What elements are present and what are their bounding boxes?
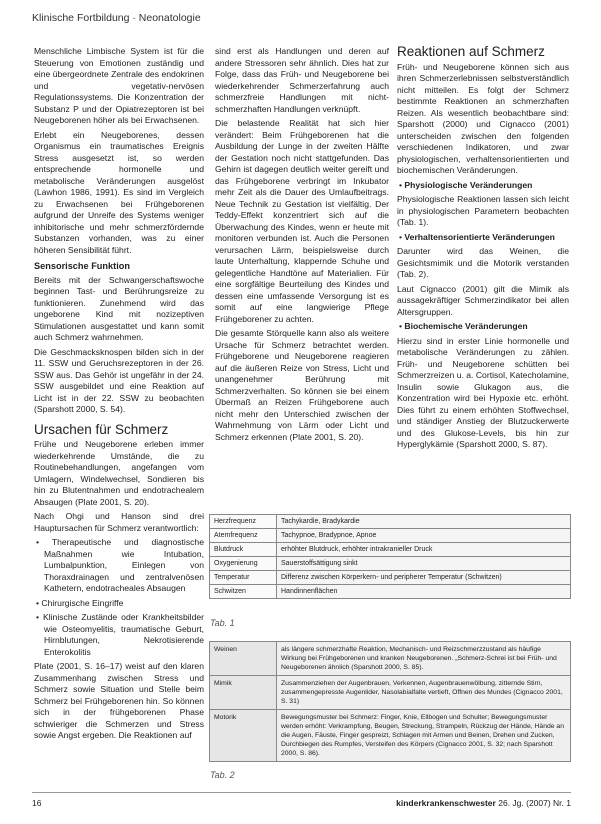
paragraph: Die belastende Realität hat sich hier verändert: Beim Frühgeborenen hat die Ausbildung der Lunge in der zweiten Hälfte der Gestation noch nicht stattgefunden. Das Gehirn ist dagegen deutlich weiter gereift und das Frühgeborene verbringt im Inkubator mehr Zeit als die Dauer des Umlaufbeitrags. Neue Technik zu Gestation ist vielfältig. Der Teddy-Effekt konzentriert sich auf die Überwachung des Kindes, wenn er heute mit monitoren verbunden ist. Auch die Personen verursachen Lärm, beispielsweise durch laute Unterhaltung, klappernde Schuhe und gelegentliche Handtöne auf Materialien. Für eine sorgfältige Beurteilung des Kindes und dessen eine umfassende Versorgung ist es somit auf eine langwierige Pflege Frühgeborener zu achten. (215, 118, 389, 324)
bullet-icon: • (399, 179, 405, 190)
table-row (210, 585, 571, 599)
running-head: Klinische Fortbildung · Neonatologie (32, 12, 201, 24)
table-key: Schwitzen (210, 585, 277, 599)
table-value: Tachypnoe, Bradypnoe, Apnoe (277, 529, 571, 543)
paragraph: Erlebt ein Neugeborenes, dessen Organismus ein traumatisches Ereignis Stress ausgesetzt ist, so werden entsprechende hormonelle und metabolische Veränderungen ausgelöst (Lawhon 1986, 1991). Es sind im Vergleich zu Erwachsenen bei Frühgeborenen aufgrund der Unreife des Systems weniger inhibitorische und mehr schmerzfördernde Substanzen vorhanden, was zu einer höheren Sensibilität führt. (34, 129, 204, 255)
table-key: Herzfrequenz (210, 515, 277, 529)
table-key: Blutdruck (210, 543, 277, 557)
table-key: Mimik (210, 676, 277, 710)
table-key: Weinen (210, 642, 277, 676)
paragraph: Die Geschmacksknospen bilden sich in der 11. SSW und Geruchsrezeptoren in der 26. SSW aus. Das Gehör ist ungefähr in der 24. SSW ausgebildet und eine Reaktion auf Licht ist in der 22. SSW zu beobachten (Sparshott 2000, S. 54). (34, 346, 204, 414)
paragraph: Bereits mit der Schwangerschaftswoche beginnen Tast- und Berührungsreize zu funktionieren. Zunehmend wird das ungeborene Kind mit nozizeptiven Stimulationen ausgestattet und kann somit auch Schmerz wahrnehmen. (34, 274, 204, 342)
paragraph: Die gesamte Störquelle kann also als weitere Ursache für Schmerz betrachtet werden. Frühgeborene und Neugeborene reagieren auf die äußeren Reize von Stress, Licht und unangenehmer Berührung mit Schmerzverhalten. So können sie bei einem Übermaß an Reizen Frühgeborene auch nicht mehr den Unterschied zwischen der Wahrnehmung von Lärm oder Licht und Schmerz erkennen (Plate 2001, S. 20). (215, 328, 389, 442)
table-key: Motorik (210, 710, 277, 762)
table-1-caption: Tab. 1 (210, 618, 235, 628)
column-2 (215, 46, 389, 446)
paragraph: Plate (2001, S. 16–17) weist auf den klaren Zusammenhang zwischen Stress und Schmerz sowie Situation und Stelle beim Schmerz bei Frühgeborenen hin. So können sich in der frühgeborenen Phase schwieriger die Schmerzen und Stress sowie Angst ergeben. Die Reaktionen auf (34, 661, 204, 740)
bullet-item: • Chirurgische Eingriffe (36, 597, 124, 608)
bullet-item: • Klinische Zustände oder Krankheitsbilder wie Osteomyelitis, traumatische Geburt, Hirnblutungen, Nekrotisierende Enterokolitis (36, 612, 204, 657)
table-value: als längere schmerzhafte Reaktion, Mechanisch- und Reizschmerzzustand als häufige Wirkung bei Frühgeborenen und kranken Neugeborenen. „Schmerz-Schrei ist bei Früh- und Neugeborenen ähnlich (Sparshott 2000, S. 85). (277, 642, 571, 676)
table-row (210, 557, 571, 571)
paragraph: sind erst als Handlungen und deren auf andere Stressoren sehr ähnlich. Dies hat zur Folge, dass das Früh- und Neugeborene bei wiederkehrender Schmerzerfahrung auch schmerzfreie Handlungen mit nicht-schmerzhaften Handlungen verknüpft. (215, 46, 389, 114)
table-row (210, 642, 571, 676)
table-1 (209, 514, 571, 599)
table-row (210, 571, 571, 585)
table-2 (209, 641, 571, 762)
paragraph: Laut Cignacco (2001) gilt die Mimik als aussagekräftiger Schmerzindikator bei allen Altersgruppen. (397, 283, 569, 317)
bullet-icon: • (36, 612, 43, 622)
table-value: Tachykardie, Bradykardie (277, 515, 571, 529)
table-key: Oxygenierung (210, 557, 277, 571)
table-key: Temperatur (210, 571, 277, 585)
table-key: Atemfrequenz (210, 529, 277, 543)
paragraph: Frühe und Neugeborene erleben immer wiederkehrende Umstände, die zu Routinebehandlungen, angefangen vom Umlagern, Windelwechsel, Sondieren bis hin zu Blutentnahmen und endotrachealem Absaugen (Plate 2001, S. 20). (34, 439, 204, 507)
section-heading-ursachen: Ursachen für Schmerz (34, 421, 169, 437)
bullet-icon: • (399, 231, 405, 242)
section-heading-reaktionen: Reaktionen auf Schmerz (397, 44, 545, 59)
table-value: Differenz zwischen Körperkern- und peripherer Temperatur (Schwitzen) (277, 571, 571, 585)
page-number: 16 (32, 798, 42, 808)
paragraph: Physiologische Reaktionen lassen sich leicht in physiologischen Parametern beobachten (Tab. 1). (397, 194, 569, 227)
paragraph: Darunter wird das Weinen, die Gesichtsmimik und die Motorik verstanden (Tab. 2). (397, 246, 569, 279)
table-row (210, 710, 571, 762)
paragraph: Nach Ohgi und Hanson sind drei Hauptursachen für Schmerz verantwortlich: (34, 511, 204, 533)
bullet-item: • Therapeutische und diagnostische Maßnahmen wie Intubation, Lumbalpunktion, Einlegen von Thoraxdrainagen und zentralvenösen Kathetern, endotracheales Absaugen (36, 537, 204, 593)
column-3 (397, 46, 569, 454)
table-value: Sauerstoffsättigung sinkt (277, 557, 571, 571)
bullet-icon: • (36, 537, 52, 547)
table-row (210, 515, 571, 529)
footer-divider (32, 792, 571, 793)
table-value: Bewegungsmuster bei Schmerz: Finger, Knie, Ellbogen und Schulter; Bewegungsmuster werden erhöht: Verkrampfung, Beugen, Streckung, Strampeln, Rückzug der Hände, Hände an die Augen, Fäuste, Finger gespreizt, Schlagen mit Armen und Beinen, Drehen und Zucken, Durchbiegen des Rumpfes, Versteifen des Körpers (Cignacco 2001, S. 32; nach Sparshott 2000, S. 86). (277, 710, 571, 762)
bullet-icon: • (399, 321, 405, 331)
table-row (210, 529, 571, 543)
table-value: Handinnenflächen (277, 585, 571, 599)
bullet-heading: • Physiologische Veränderungen (399, 179, 533, 190)
table-value: erhöhter Blutdruck, erhöhter intrakranieller Druck (277, 543, 571, 557)
section-heading-sensorische-funktion: Sensorische Funktion (34, 261, 130, 271)
paragraph: Früh- und Neugeborene können sich aus ihren Schmerzerlebnissen selbstverständlich nicht mitteilen. Es folgt der Schmerz bestimmte Reaktionen an schmerzhaften Reizen. Als wesentlich beobachtbare sind: Sparshott (2000) und Cignacco (2001) unterscheiden zwischen den folgenden verschiedenen Indikatoren, und zwar physiologischen, verhaltensorientierten und biochemischen Veränderungen. (397, 61, 569, 175)
table-2-caption: Tab. 2 (210, 770, 235, 780)
paragraph: Menschliche Limbische System ist für die Steuerung von Emotionen zuständig und eine übergeordnete Zentrale des endokrinen und vegetativ-nervösen Regulationssystems. Die Konzentration der Substanz P und der Opiatrezeptoren ist bei Neugeborenen höher als bei Erwachsenen. (34, 46, 204, 125)
paragraph: Hierzu sind in erster Linie hormonelle und metabolische Veränderungen zu zählen. Früh- und Neugeborene schütten bei Schmerzreizen u. a. Cortisol, Katecholamine, Insulin sowie Glukagon aus, die Konzentration wird bei Hypoxie etc. erhöht. Dies führt zu einem erhöhten Stoffwechsel, und ständiger Anstieg der Blutzuckerwerte und des Glukose-Levels, bis hin zur Hyperglykämie (Sparshott 2000, S. 87). (397, 335, 569, 449)
bullet-icon: • (36, 597, 42, 608)
column-1 (34, 46, 204, 745)
table-row (210, 543, 571, 557)
bullet-heading: • Biochemische Veränderungen (399, 321, 528, 331)
table-value: Zusammenziehen der Augenbrauen, Verkennen, Augenbrauenwölbung, zitternde Stirn, zusammengepresste Augenlider, Nasolabialfalte vertieft, Offnen des Mundes (Cignacco 2001, S. 31) (277, 676, 571, 710)
bullet-heading: • Verhaltensorientierte Veränderungen (399, 231, 555, 242)
table-row (210, 676, 571, 710)
journal-footer: kinderkrankenschwester 26. Jg. (2007) Nr. 1 (396, 798, 571, 808)
